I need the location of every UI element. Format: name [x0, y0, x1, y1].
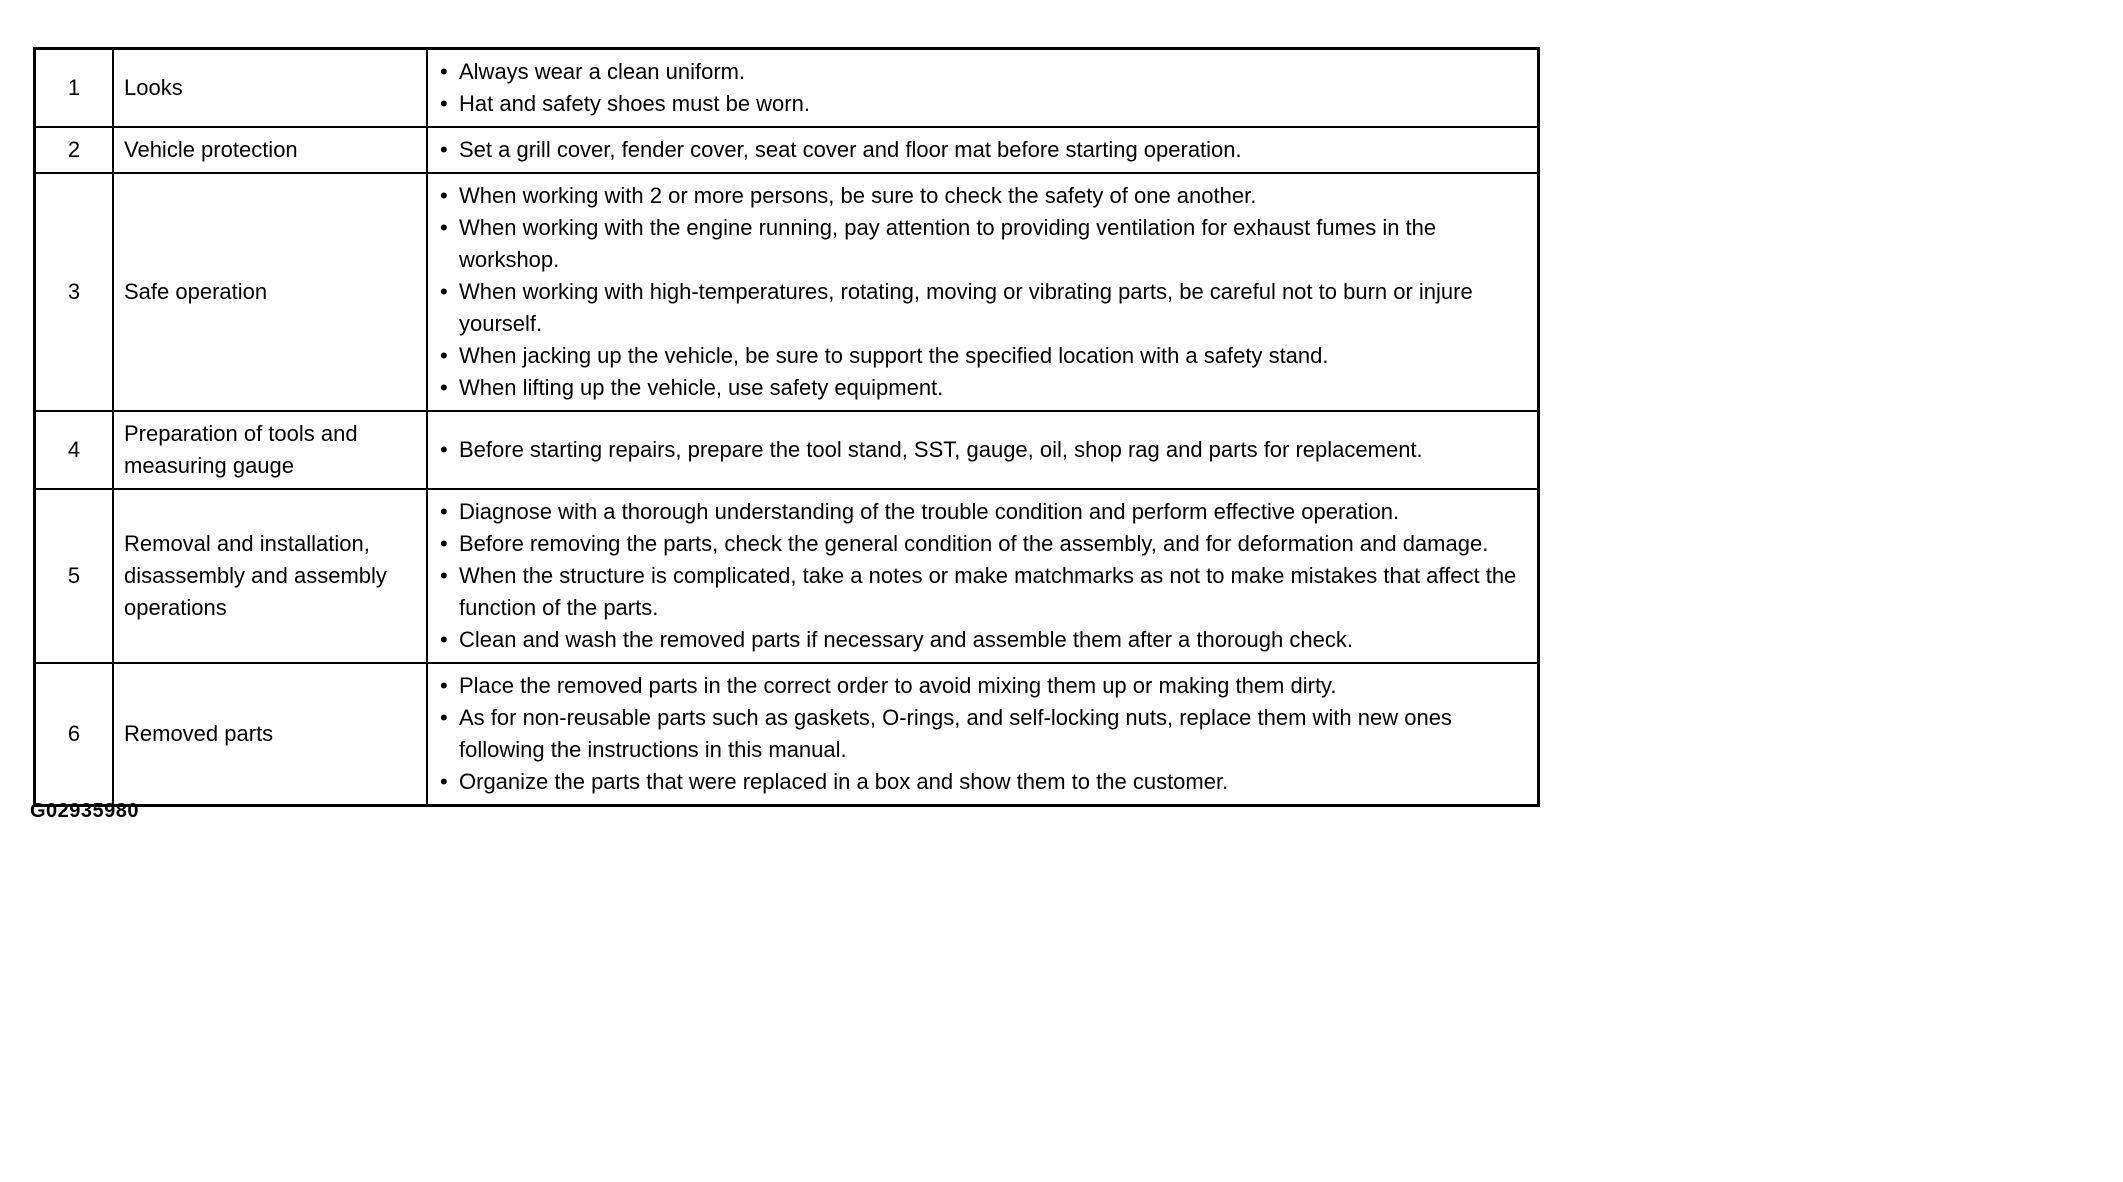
instruction-item: • Set a grill cover, fender cover, seat cover and floor mat before starting operation. — [438, 134, 1527, 166]
instruction-item: • When lifting up the vehicle, use safety equipment. — [438, 372, 1527, 404]
figure-code: G02935980 — [30, 800, 140, 822]
category-cell: Looks — [113, 49, 427, 128]
table-row — [35, 49, 1539, 128]
instructions-cell — [427, 173, 1539, 411]
table-row — [35, 411, 1539, 489]
instruction-item: • Always wear a clean uniform. — [438, 56, 1527, 88]
instruction-item: • Clean and wash the removed parts if necessary and assemble them after a thorough check. — [438, 624, 1527, 656]
row-number-cell: 6 — [35, 663, 114, 806]
instruction-item: • As for non-reusable parts such as gaskets, O-rings, and self-locking nuts, replace them with new ones following the instructions in this manual. — [438, 702, 1527, 766]
row-number-cell: 3 — [35, 173, 114, 411]
instruction-item: • When working with 2 or more persons, be sure to check the safety of one another. — [438, 180, 1527, 212]
instruction-item: • Before removing the parts, check the general condition of the assembly, and for deformation and damage. — [438, 528, 1527, 560]
instruction-item: • When the structure is complicated, take a notes or make matchmarks as not to make mistakes that affect the function of the parts. — [438, 560, 1527, 624]
table-row — [35, 173, 1539, 411]
table-row — [35, 127, 1539, 173]
instruction-item: • Place the removed parts in the correct order to avoid mixing them up or making them dirty. — [438, 670, 1527, 702]
instructions-cell — [427, 49, 1539, 128]
row-number-cell: 2 — [35, 127, 114, 173]
instruction-item: • When working with high-temperatures, rotating, moving or vibrating parts, be careful not to burn or injure yourself. — [438, 276, 1527, 340]
category-cell: Preparation of tools and measuring gauge — [113, 411, 427, 489]
instructions-cell — [427, 663, 1539, 806]
procedure-table — [33, 47, 1540, 807]
table-body — [35, 49, 1539, 806]
instructions-cell — [427, 127, 1539, 173]
instruction-item: • Diagnose with a thorough understanding of the trouble condition and perform effective operation. — [438, 496, 1527, 528]
instruction-item: • Hat and safety shoes must be worn. — [438, 88, 1527, 120]
category-cell: Removed parts — [113, 663, 427, 806]
category-cell: Vehicle protection — [113, 127, 427, 173]
instruction-item: • Organize the parts that were replaced in a box and show them to the customer. — [438, 766, 1527, 798]
row-number-cell: 4 — [35, 411, 114, 489]
table-row — [35, 489, 1539, 663]
row-number-cell: 1 — [35, 49, 114, 128]
category-cell: Removal and installation, disassembly and assembly operations — [113, 489, 427, 663]
row-number-cell: 5 — [35, 489, 114, 663]
instructions-cell — [427, 489, 1539, 663]
instruction-item: • Before starting repairs, prepare the tool stand, SST, gauge, oil, shop rag and parts for replacement. — [438, 434, 1527, 466]
category-cell: Safe operation — [113, 173, 427, 411]
instruction-item: • When working with the engine running, pay attention to providing ventilation for exhaust fumes in the workshop. — [438, 212, 1527, 276]
instructions-cell — [427, 411, 1539, 489]
table-row — [35, 663, 1539, 806]
instruction-item: • When jacking up the vehicle, be sure to support the specified location with a safety stand. — [438, 340, 1527, 372]
